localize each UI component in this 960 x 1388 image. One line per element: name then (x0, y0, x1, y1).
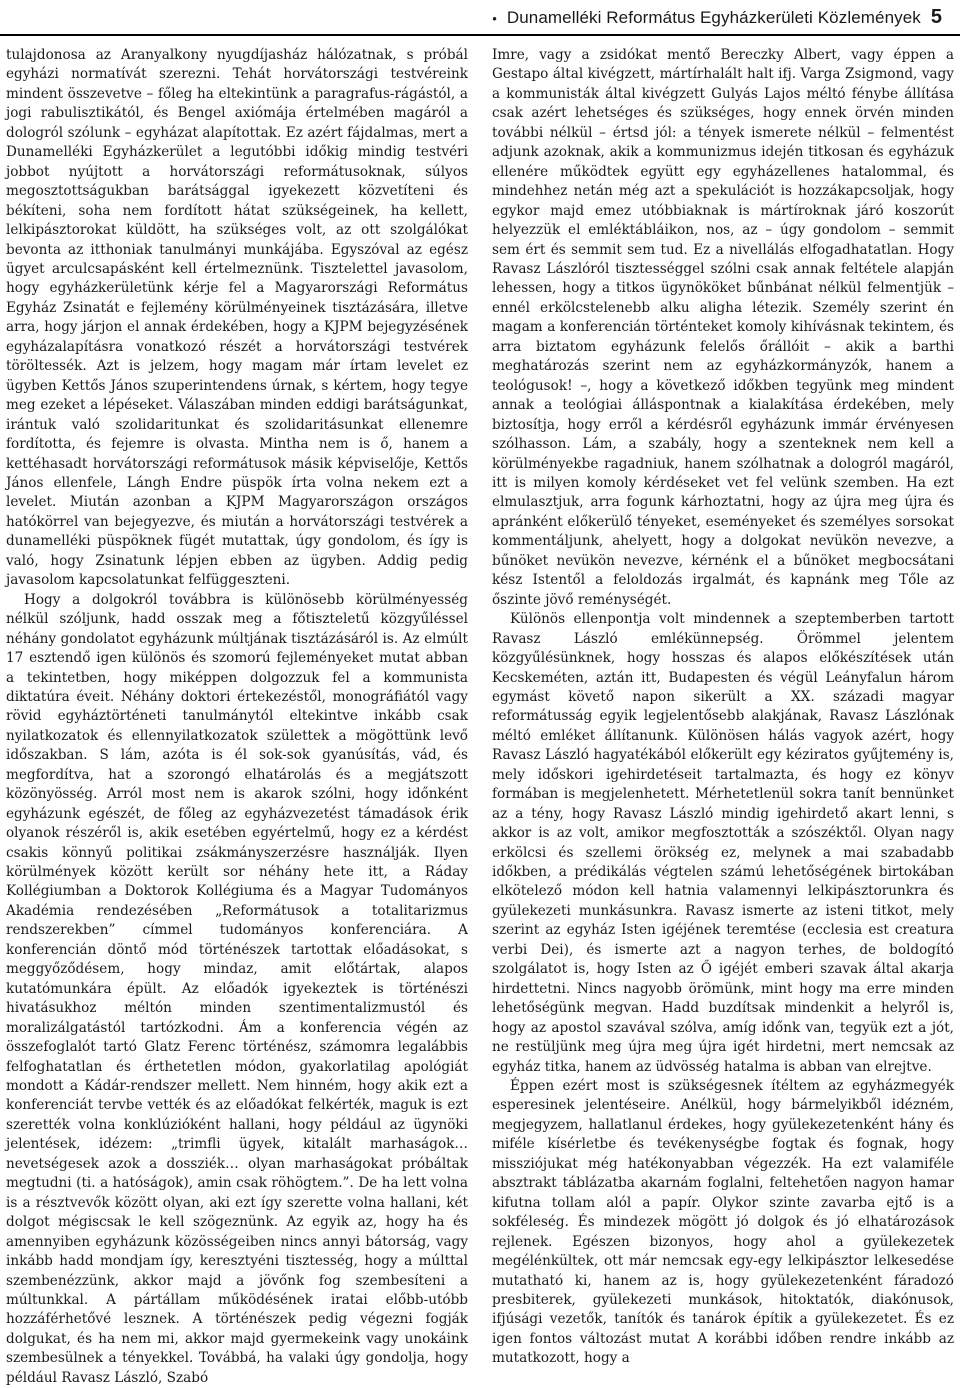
paragraph: Éppen ezért most is szükségesnek ítéltem az egyházmegyék esperesinek jelentéseire. Anélkül, hogy bármelyikből idézném, megjegyzem, hallatlanul érdekes, hogy gyülekezetenként hány és miféle kísérletbe és tevékenységbe fogtak és fognak, hogy missziójukat még hatékonyabban végezzék. Ha ezt valamiféle absztrakt táblázatba akarnám foglalni, feltehetően nagyon hamar kifutna tollam alól a papír. Olykor szinte zavarba ejtő is a sokféleség. És mindezek mögött jó dolgok és jó elhatározások rejlenek. Egészen bizonyos, hogy ahol a gyülekezetek megélénkültek, ott már nemcsak egy-egy lelkipásztor lelkesedése mutatható ki, hanem az is, hogy gyülekezetenként fáradozó presbiterek, gyülekezeti munkások, hitoktatók, diakónusok, ifjúsági vezetők, tanítók és tanárok építik a gyülekezetet. És ez igen fontos változást mutat A korábbi időben rendre inkább az mutatkozott, hogy a (492, 1078, 954, 1367)
journal-title: Dunamelléki Református Egyházkerületi Közlemények (506, 8, 921, 27)
page-number: 5 (930, 6, 942, 28)
page-header (0, 0, 960, 36)
bullet-icon: • (492, 11, 497, 26)
right-column (492, 46, 954, 1380)
article-body (6, 46, 954, 1386)
paragraph: Hogy a dolgokról továbbra is különösebb körülményesség nélkül szóljunk, hadd osszak meg a főtiszteletű közgyűléssel néhány gondolatot egyházunk múltjának tisztázásáról is. Az elmúlt 17 esztendő igen különös és szomorú fejleményeket mutat abban a tekintetben, hogy miképpen dolgozzuk fel a kommunista diktatúra éveit. Néhány doktori értekezéstől, monográfiától vagy rövid egyháztörténeti tanulmánytól eltekintve inkább csak nyilatkozatok és ellennyilatkozatok születtek a mögöttünk levő időszakban. S lám, azóta is él sok-sok gyanúsítás, vád, és megfordítva, hat a szorongó elhatárolás és a megjátszott közönyösség. Arról most nem is akarok szólni, hogy időnként egyházunk egészét, de főleg az egyházvezetést támadások érik olyanok részéről is, akik esetében egyértelmű, hogy ez a kérdést csakis könnyű politikai zsákmányszerzésre használják. Ilyen körülmények között került sor néhány hete itt, a Ráday Kollégiumban a Doktorok Kollégiuma és a Magyar Tudományos Akadémia rendezésében „Reformátusok a totalitarizmus rendszerekben” címmel tudományos konferenciára. A konferencián döntő mód történészek tartottak előadásokat, s meggyőződésem, hogy mindaz, amit előtártak, alapos kutatómunkára épült. Az előadók igyekeztek is történészi hivatásukhoz méltón minden szentimentalizmustól és moralizálgatástól tartózkodni. Ám a konferencia végén az összefoglalót tartó Glatz Ferenc történész, számomra legalábbis felfoghatatlan és érthetetlen módon, gyakorlatilag apológiát mondott a Kádár-rendszer mellett. Nem hinném, hogy akik ezt a konferenciát tervbe vették és az előadókat felkérték, maguk is ezt szerették volna konklúzióként hallani, hogy például az ügynöki jelentések, idézem: „trimfli ügyek, kitalált marhaságok… nevetségesek azok a dossziék… olyan marhaságokat próbáltak megtudni (ti. a hatóságok), amin csak röhögtem.”. De ha lett volna is a résztvevők között olyan, aki ezt így szerette volna hallani, két dolgot mégiscsak le kell szögeznünk. Az egyik az, hogy ha és amennyiben egyházunk közösségeiben nincs annyi bátorság, vagy inkább hadd mondjam így, keresztyéni tisztesség, hogy a múlttal szembenézzünk, akkor majd a jövőnk fog szembesíteni a múltunkkal. A pártállam működésének iratai előbb-utóbb hozzáférhetővé lesznek. A történészek pedig végezni fogják dolgukat, és ha nem mi, akkor majd gyermekeink vagy unokáink szembesülnek a tényekkel. Továbbá, ha valaki úgy gondolja, hogy például Ravasz László, Szabó (6, 591, 468, 1386)
paragraph: Imre, vagy a zsidókat mentő Bereczky Albert, vagy éppen a Gestapo által kivégzett, mártírhalált halt ifj. Varga Zsigmond, vagy a kommunisták által kivégzett Gulyás Lajos méltó fénybe állítása csak azért lehetséges és szükséges, hogy ennek örvén minden további nélkül – értsd jól: a tények ismerete nélkül – felmentést adjunk azoknak, akik a kommunizmus idején titkosan és egyházuk ellenére működtek együtt egy egyházellenes hatalommal, és mindehhez netán még azt a spekulációt is hozzákapcsoljak, hogy egykor majd emez utóbbiaknak is mártíroknak járó koszorút helyezzük el emléktábláikon, nos, az – úgy gondolom – semmit sem ért és semmit sem tud. Ez a nivellálás elfogadhatatlan. Hogy Ravasz Lászlóról tisztességgel szólni csak annak feltétele alapján lehessen, hogy a titkos ügynököket bűnbánat nélkül felmentjük – ennél erkölcstelenebb alku aligha létezik. Személy szerint én magam a konferencián történteket komoly kihívásnak tekintem, és arra biztatom egyházunk felelős őrállóit – akik a barthi meghatározás szerint nem az egyházkormányzók, hanem a teológusok! –, hogy a következő időkben tegyünk meg mindent annak a teológiai álláspontnak a kialakítása érdekében, mely biztosítja, hogy erről a kérdésről egyházunk immár érvényesen szólhasson. Lám, a szabály, hogy a szenteknek nem kell a körülményekbe ragadniuk, hanem szólhatnak a dologról magáról, itt is milyen komoly kérdéseket vet fel velünk szemben. Ha ezt elmulasztjuk, arra fogunk kárhoztatni, hogy az újra meg újra és apránként előkerülő tényeket, eseményeket és személyes sorsokat kommentáljunk, ahelyett, hogy a dolgokat nevükön nevezve, a bűnöket nevükön nevezve, kérnénk el a bűnöket megbocsátani kész Istentől a feloldozás irgalmát, és kapnánk meg Tőle az őszinte jövő reménységét. (492, 47, 954, 608)
paragraph: tulajdonosa az Aranyalkony nyugdíjasház hálózatnak, s próbál egyházi normatívát szerezni. Tehát horvátországi testvéreink mindent összevetve – főleg ha eltekintünk a paragrafus-rágástól, a jogi rabulisztikától, és Bengel axiómája értelmében magáról a dologról szólunk – egyházat alapítottak. Ez azért fájdalmas, mert a Dunamelléki Egyházkerület a legutóbbi időkig mindig testvéri jobbot nyújtott a horvátországi reformátusoknak, súlyos megosztottságukban barátsággal igyekezett közvetíteni és békíteni, soha nem fordított hátat szükségeinek, ha kellett, lelkipásztorokat küldött, ha szükséges volt, az ott szolgálókat bevonta az itthoniak tanulmányi munkájába. Egyszóval az egész ügyet arculcsapásként kell értelmeznünk. Tisztelettel javasolom, hogy egyházkerületünk kérje fel a Magyarországi Református Egyház Zsinatát e fejlemény körülményeinek tisztázására, illetve arra, hogy járjon el annak érdekében, hogy a KJPM bejegyzésének egyházalapításra vonatkozó részét a horvátországi testvérek töröltessék. Azt is jelzem, hogy magam már írtam levelet ez ügyben Kettős János szuperintendens úrnak, s kértem, hogy tegye meg ezeket a lépéseket. Válaszában minden eddigi barátságunkat, irántuk való szolidaritunkat és szolidaritásunkat ellenemre fordította, és fejemre is olvasta. Mintha nem is ő, hanem a kettéhasadt horvátországi reformátusok másik képviselője, Kettős János ellenfele, Lángh Endre püspök írta volna nekem ezt a levelet. Miután azonban a KJPM Magyarországon országos hatókörrel van bejegyezve, és miután a horvátországi testvérek a dunamelléki püspöknek fügét mutattak, úgy gondolom, és így is való, hogy Zsinatunk lépjen ebben az ügyben. Addig pedig javasolom kapcsolatunkat felfüggeszteni. (6, 47, 468, 589)
running-head (492, 6, 942, 29)
left-column (6, 46, 468, 1386)
paragraph: Különös ellenpontja volt mindennek a szeptemberben tartott Ravasz László emlékünnepség. Örömmel jelentem közgyűlésünknek, hogy hosszas és alapos előkészítések után Kecskeméten, aztán itt, Budapesten és végül Leányfalun három egymást követő napon sikerült a XX. századi magyar reformátusság egyik legjelentősebb alakjának, Ravasz Lászlónak méltó emléket állítanunk. Különösen hálás vagyok azért, hogy Ravasz László hagyatékából előkerült egy kéziratos gyűjtemény is, mely időskori igehirdetéseit tartalmazta, és hogy ez könyv formában is megjelenhetett. Mérhetetlenül sokra tanít bennünket az a tény, hogy Ravasz László mindig igehirdető akart lenni, s akkor is az volt, amikor megfosztották a szószéktől. Olyan nagy erkölcsi és szellemi örökség ez, melynek a mai szabadabb időkben, a prédikálás végtelen számú lehetőségének birtokában elkötelező módon kell hatnia valamennyi lelkipásztorunkra és gyülekezeti munkásunkra. Ravasz ismerte az isteni titkot, mely szerint az egyház Isten igéjének teremtése (ecclesia est creatura verbi Dei), és ismerte azt a nagyon terhes, de boldogító szolgálatot is, hogy Isten az Ő igéjét emberi szavak által akarja hirdettetni. Nincs nagyobb örömünk, mint hogy ma erre minden lehetőségünk megvan. Hadd buzdítsak mindenkit a helyről is, hogy az apostol szavával szólva, amíg időnk van, tegyük ezt a jót, ne restüljünk meg újra meg újra igét hirdetni, mert nemcsak az egyház titka, hanem az üdvösség hatalma is abban van elrejtve. (492, 611, 954, 1075)
